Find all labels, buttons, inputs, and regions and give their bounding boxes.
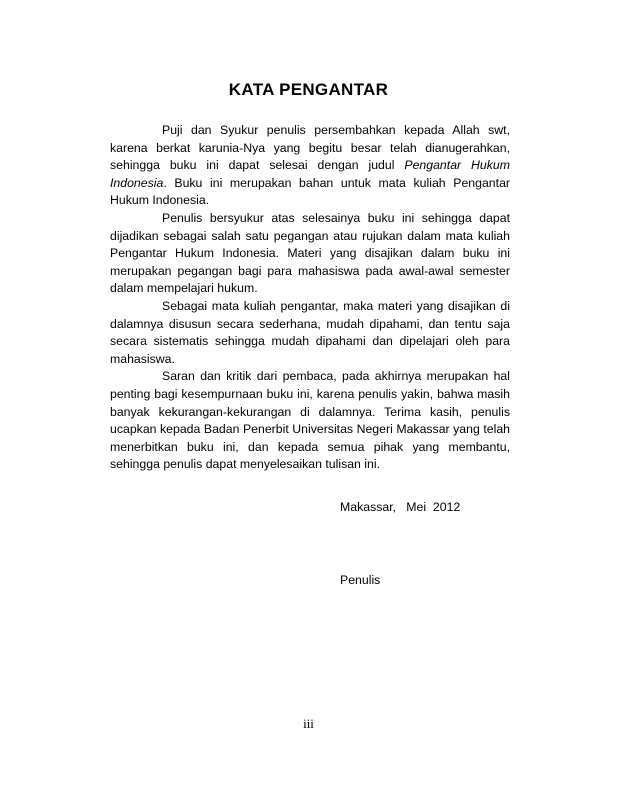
author-signature: Penulis: [340, 573, 381, 587]
paragraph-1-text-end: . Buku ini merupakan bahan untuk mata kuliah Pengantar Hukum Indonesia.: [110, 175, 510, 208]
paragraph-3: Sebagai mata kuliah pengantar, maka materi yang disajikan di dalamnya disusun secara sederhana, mudah dipahami, dan tentu saja secara sistematis sehingga mudah dipahami dan dipelajari oleh para mahasiswa.: [110, 298, 510, 366]
page-number: iii: [303, 716, 314, 731]
page-title: KATA PENGANTAR: [228, 80, 389, 99]
foreword-body: [110, 122, 510, 474]
paragraph-1-text-start: Puji dan Syukur penulis persembahkan kepada Allah swt, karena berkat karunia-Nya yang begitu besar telah dianugerahkan, sehingga buku ini dapat selesai dengan judul: [110, 123, 510, 173]
book-title-italic: Pengantar Hukum Indonesia: [110, 158, 510, 190]
place-and-date: Makassar, Mei 2012: [340, 500, 461, 514]
paragraph-4: Saran dan kritik dari pembaca, pada akhirnya merupakan hal penting bagi kesempurnaan buku ini, karena penulis yakin, bahwa masih banyak kekurangan-kekurangan di dalamnya. Terima kasih, penulis ucapkan kepada Badan Penerbit Universitas Negeri Makassar yang telah menerbitkan buku ini, dan kepada semua pihak yang membantu, sehingga penulis dapat menyelesaikan tulisan ini.: [110, 369, 510, 472]
paragraph-2: Penulis bersyukur atas selesainya buku ini sehingga dapat dijadikan sebagai salah satu pegangan atau rujukan dalam mata kuliah Pengantar Hukum Indonesia. Materi yang disajikan dalam buku ini merupakan pegangan bagi para mahasiswa pada awal-awal semester dalam mempelajari hukum.: [110, 210, 510, 296]
paragraph-1: [110, 122, 510, 210]
